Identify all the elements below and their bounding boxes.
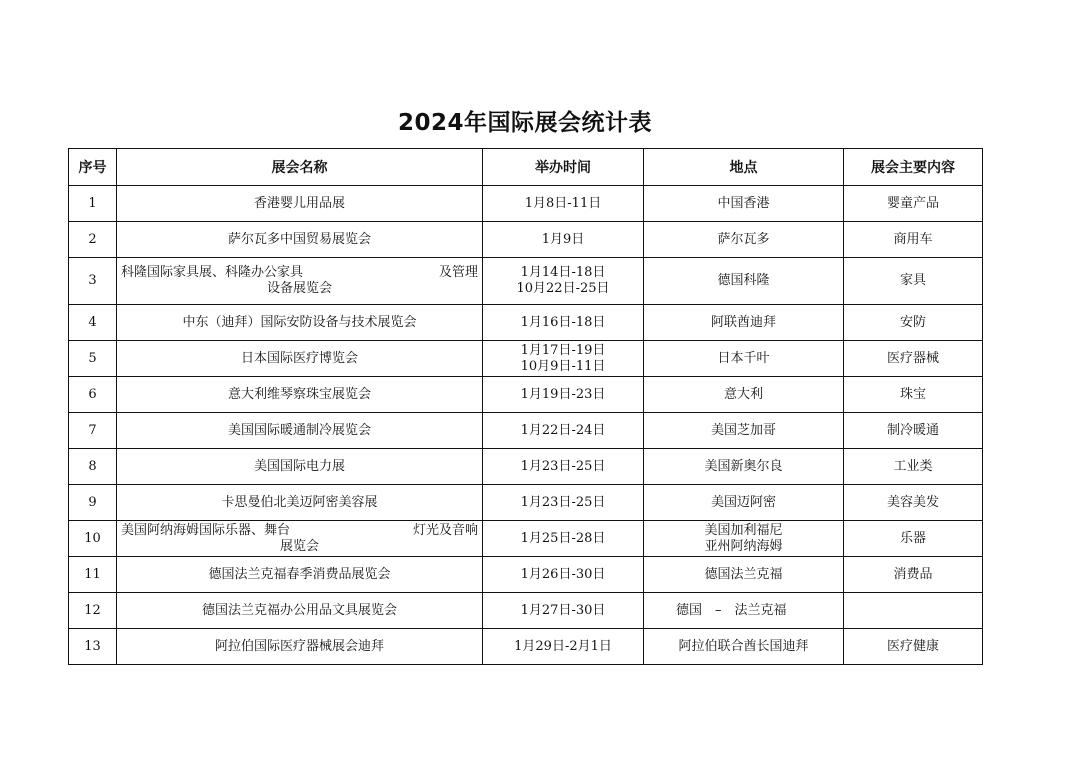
cell-place: 阿拉伯联合酋长国迪拜 bbox=[644, 629, 844, 665]
cell-no: 11 bbox=[69, 557, 117, 593]
table-row bbox=[69, 377, 983, 413]
cell-content: 安防 bbox=[844, 305, 983, 341]
cell-content: 婴童产品 bbox=[844, 186, 983, 222]
cell-content: 美容美发 bbox=[844, 485, 983, 521]
cell-name: 香港婴儿用品展 bbox=[117, 186, 483, 222]
cell-name: 卡思曼伯北美迈阿密美容展 bbox=[117, 485, 483, 521]
cell-content: 工业类 bbox=[844, 449, 983, 485]
header-name: 展会名称 bbox=[117, 149, 483, 186]
cell-no: 10 bbox=[69, 521, 117, 557]
cell-content: 商用车 bbox=[844, 222, 983, 258]
cell-content: 医疗器械 bbox=[844, 341, 983, 377]
cell-content bbox=[844, 593, 983, 629]
cell-no: 13 bbox=[69, 629, 117, 665]
cell-place-line-1: 美国加利福尼 bbox=[704, 522, 783, 538]
cell-name-line-1 bbox=[119, 523, 480, 539]
cell-content: 乐器 bbox=[844, 521, 983, 557]
cell-place: 萨尔瓦多 bbox=[644, 222, 844, 258]
cell-content: 消费品 bbox=[844, 557, 983, 593]
cell-place: 美国芝加哥 bbox=[644, 413, 844, 449]
cell-no: 9 bbox=[69, 485, 117, 521]
cell-time: 1月29日-2月1日 bbox=[483, 629, 644, 665]
cell-name-part-c: 展览会 bbox=[279, 538, 319, 554]
cell-name: 美国国际暖通制冷展览会 bbox=[117, 413, 483, 449]
header-place: 地点 bbox=[644, 149, 844, 186]
cell-time-line-1: 1月14日-18日 bbox=[520, 265, 606, 280]
cell-name: 意大利维琴察珠宝展览会 bbox=[117, 377, 483, 413]
cell-time: 1月25日-28日 bbox=[483, 521, 644, 557]
cell-name: 阿拉伯国际医疗器械展会迪拜 bbox=[117, 629, 483, 665]
table-row bbox=[69, 629, 983, 665]
cell-time bbox=[483, 341, 644, 377]
cell-time: 1月8日-11日 bbox=[483, 186, 644, 222]
table-row bbox=[69, 258, 983, 305]
cell-place bbox=[644, 521, 844, 557]
table-row bbox=[69, 341, 983, 377]
cell-content: 珠宝 bbox=[844, 377, 983, 413]
table-row bbox=[69, 186, 983, 222]
table-row bbox=[69, 557, 983, 593]
cell-name bbox=[117, 258, 483, 305]
cell-time: 1月9日 bbox=[483, 222, 644, 258]
table-header-row bbox=[69, 149, 983, 186]
cell-no: 6 bbox=[69, 377, 117, 413]
cell-place-line-2: 亚州阿纳海姆 bbox=[704, 538, 783, 554]
cell-name: 美国国际电力展 bbox=[117, 449, 483, 485]
cell-time-line-1: 1月17日-19日 bbox=[520, 342, 606, 358]
cell-place: 阿联酋迪拜 bbox=[644, 305, 844, 341]
cell-time: 1月27日-30日 bbox=[483, 593, 644, 629]
cell-time: 1月22日-24日 bbox=[483, 413, 644, 449]
exhibition-table bbox=[68, 148, 983, 665]
cell-place: 德国 – 法兰克福 bbox=[644, 593, 844, 629]
table-row bbox=[69, 485, 983, 521]
table-row bbox=[69, 413, 983, 449]
cell-no: 7 bbox=[69, 413, 117, 449]
table-row bbox=[69, 222, 983, 258]
cell-name: 德国法兰克福办公用品文具展览会 bbox=[117, 593, 483, 629]
cell-place: 美国迈阿密 bbox=[644, 485, 844, 521]
cell-name-part-a: 科隆国际家具展、科隆办公家具 bbox=[121, 265, 304, 280]
cell-name: 中东（迪拜）国际安防设备与技术展览会 bbox=[117, 305, 483, 341]
cell-place: 德国科隆 bbox=[644, 258, 844, 305]
cell-no: 12 bbox=[69, 593, 117, 629]
cell-content: 家具 bbox=[844, 258, 983, 305]
cell-no: 3 bbox=[69, 258, 117, 305]
table-row bbox=[69, 449, 983, 485]
table-row bbox=[69, 305, 983, 341]
cell-time-line-2: 10月22日-25日 bbox=[516, 281, 610, 296]
cell-name-line-1 bbox=[119, 265, 480, 281]
cell-no: 4 bbox=[69, 305, 117, 341]
cell-name-part-c: 设备展览会 bbox=[266, 281, 332, 296]
table-row bbox=[69, 593, 983, 629]
cell-time bbox=[483, 258, 644, 305]
cell-name: 萨尔瓦多中国贸易展览会 bbox=[117, 222, 483, 258]
cell-name bbox=[117, 521, 483, 557]
cell-time: 1月23日-25日 bbox=[483, 449, 644, 485]
cell-no: 8 bbox=[69, 449, 117, 485]
cell-name-part-b: 灯光及音响 bbox=[412, 522, 478, 538]
cell-time: 1月26日-30日 bbox=[483, 557, 644, 593]
cell-place: 美国新奥尔良 bbox=[644, 449, 844, 485]
header-time: 举办时间 bbox=[483, 149, 644, 186]
cell-time: 1月19日-23日 bbox=[483, 377, 644, 413]
cell-name: 日本国际医疗博览会 bbox=[117, 341, 483, 377]
cell-place: 德国法兰克福 bbox=[644, 557, 844, 593]
page-title: 2024年国际展会统计表 bbox=[397, 110, 652, 136]
cell-place: 意大利 bbox=[644, 377, 844, 413]
cell-no: 2 bbox=[69, 222, 117, 258]
cell-place: 日本千叶 bbox=[644, 341, 844, 377]
table-row bbox=[69, 521, 983, 557]
cell-time: 1月23日-25日 bbox=[483, 485, 644, 521]
header-no: 序号 bbox=[69, 149, 117, 186]
cell-content: 制冷暖通 bbox=[844, 413, 983, 449]
cell-name: 德国法兰克福春季消费品展览会 bbox=[117, 557, 483, 593]
cell-name-part-b: 及管理 bbox=[438, 265, 478, 280]
cell-time-line-2: 10月9日-11日 bbox=[520, 358, 606, 374]
cell-content: 医疗健康 bbox=[844, 629, 983, 665]
cell-name-part-a: 美国阿纳海姆国际乐器、舞台 bbox=[121, 522, 291, 538]
header-content: 展会主要内容 bbox=[844, 149, 983, 186]
cell-time: 1月16日-18日 bbox=[483, 305, 644, 341]
cell-place: 中国香港 bbox=[644, 186, 844, 222]
cell-no: 1 bbox=[69, 186, 117, 222]
cell-no: 5 bbox=[69, 341, 117, 377]
